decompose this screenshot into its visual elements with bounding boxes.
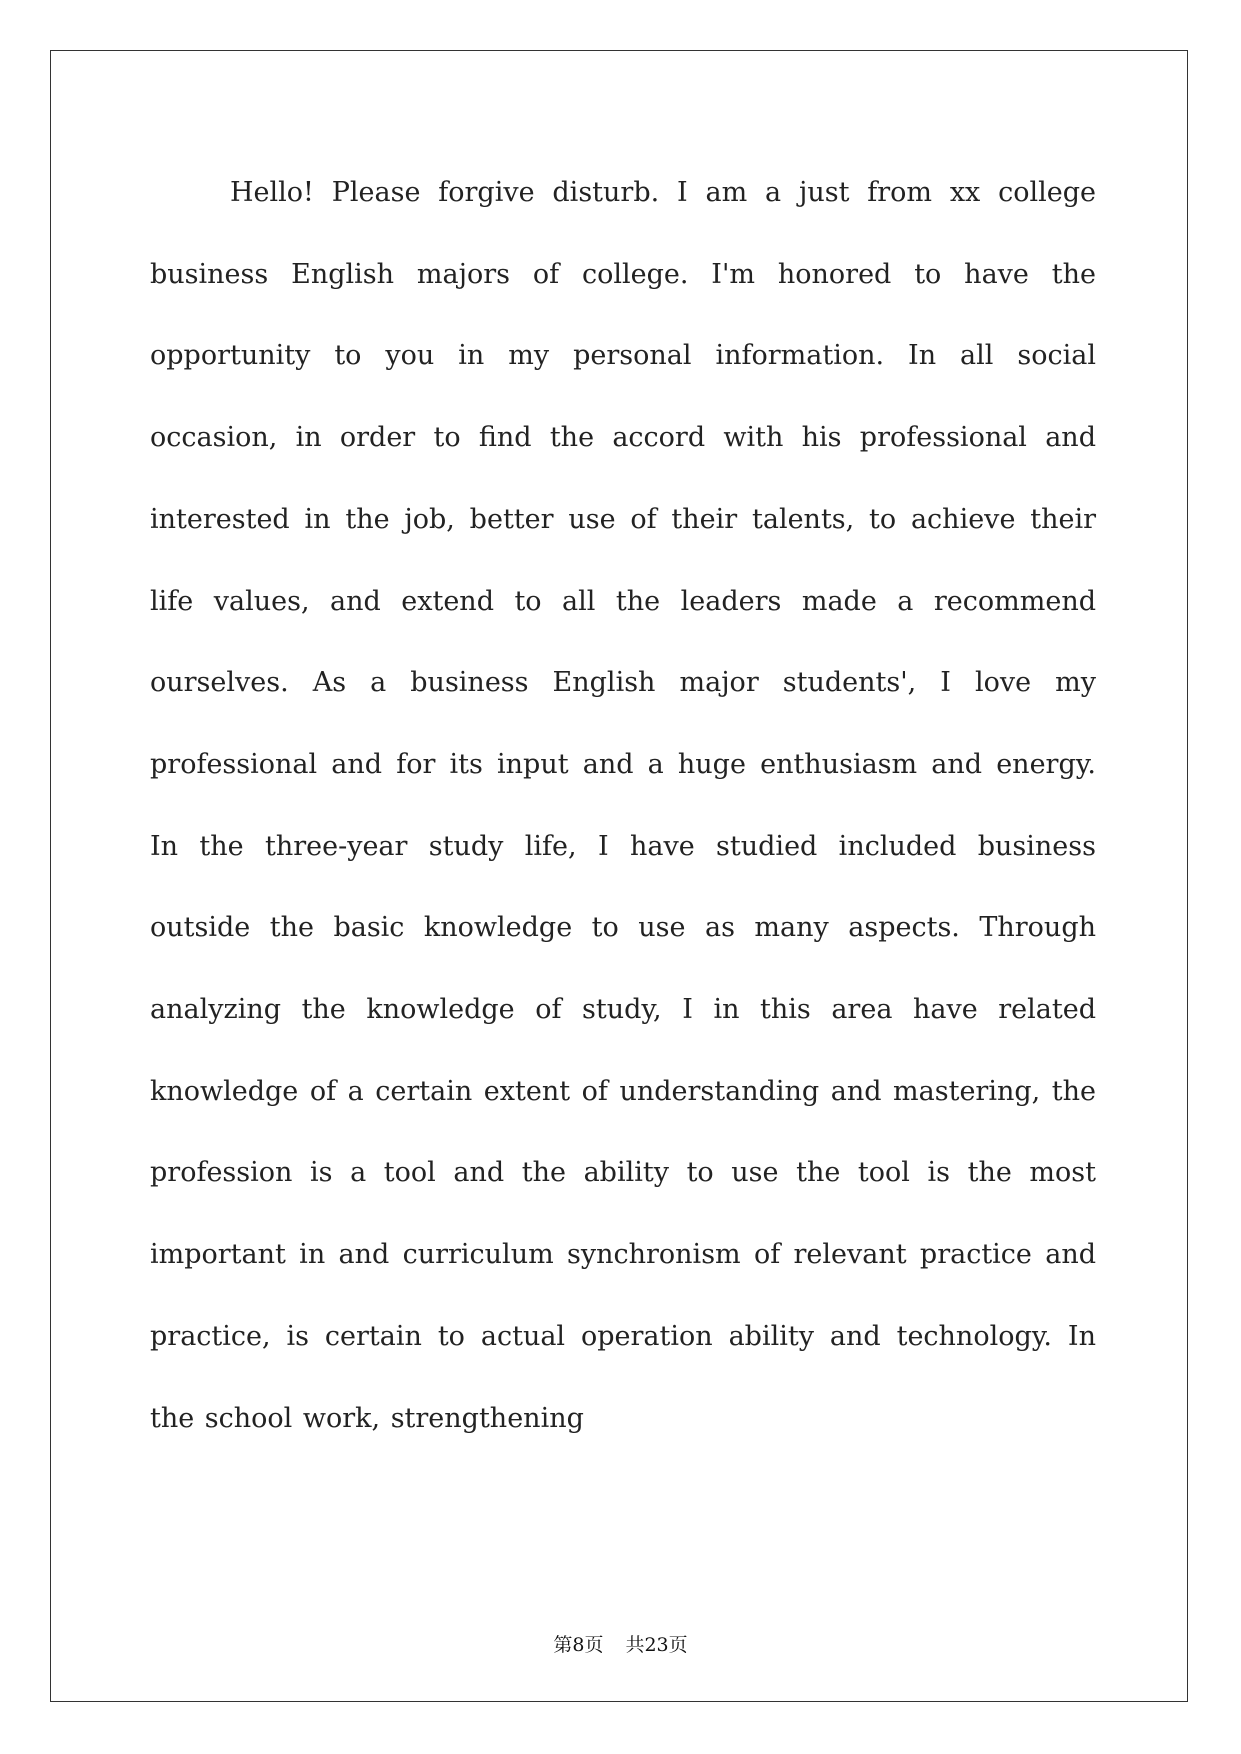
body-paragraph: Hello! Please forgive disturb. I am a just from xx college business English majors of college. I'm honored to have the opportunity to you in my personal information. In all social occasion, in order to find the accord with his professional and interested in the job, better use of their talents, to achieve their life values, and extend to all the leaders made a recommend ourselves. As a business English major students', I love my professional and for its input and a huge enthusiasm and energy. In the three-year study life, I have studied included business outside the basic knowledge to use as many aspects. Through analyzing the knowledge of study, I in this area have related knowledge of a certain extent of understanding and mastering, the profession is a tool and the ability to use the tool is the most important in and curriculum synchronism of relevant practice and practice, is certain to actual operation ability and technology. In the school work, strengthening xyxy=(150,177,1096,1434)
page-total: 共23页 xyxy=(625,1634,688,1656)
page-footer xyxy=(0,1631,1241,1659)
page-number: 第8页 xyxy=(553,1634,604,1656)
